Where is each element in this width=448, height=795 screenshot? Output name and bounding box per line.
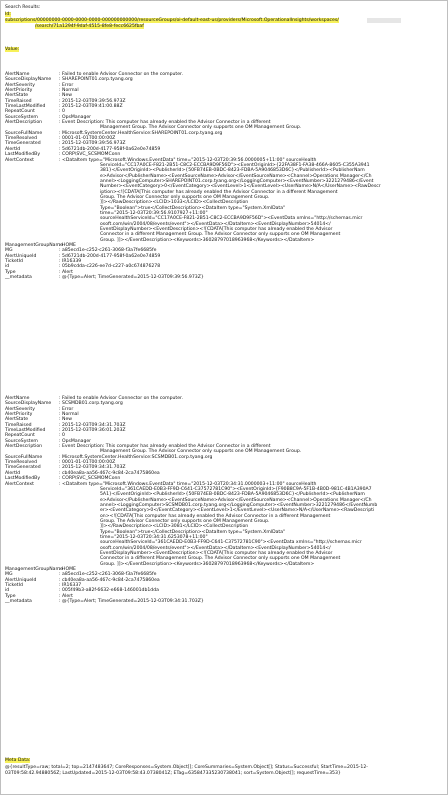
field-value: : Normal bbox=[59, 412, 79, 418]
field-key: MG bbox=[5, 572, 13, 578]
field-value-continuation: er><EventCategory>0</EventCategory><EventLevel>1</EventLevel><UserName>N/A</UserName><RawDescripti bbox=[100, 508, 375, 514]
redacted-block bbox=[367, 18, 401, 23]
field-value-continuation: EventDisplayNumber><EventDescription><![CDATA[This computer has already enabled the Advisor bbox=[100, 550, 333, 556]
alert-record-2 bbox=[5, 396, 377, 604]
field-value: : New bbox=[59, 417, 73, 423]
field-value-continuation: e>Advisor</PublisherName><EventSourceName>Advisor</EventSourceName><Channel>Operations Manager</Ch bbox=[100, 173, 372, 179]
field-value: : 2015-12-03T09:36:01.203Z bbox=[59, 428, 126, 434]
field-key: SourceFullName bbox=[5, 454, 43, 460]
field-key: AlertName bbox=[5, 396, 30, 401]
field-value: : Normal bbox=[59, 88, 79, 94]
field-value: : SHAREPOINT01.corp.tyang.org bbox=[59, 77, 133, 83]
field-value-continuation: 381}</EventOriginId><PublisherId>{50FB74EB-0BDC-8423-FDBA-5A9046853D6C}</PublisherId><PublisherNam bbox=[100, 168, 365, 174]
field-key: id bbox=[5, 588, 10, 594]
field-key: AlertName bbox=[5, 72, 30, 77]
field-value-continuation: Group. ]]></EventDescription><Keywords>36028797018963968</Keywords></DataItem> bbox=[100, 237, 315, 243]
field-key: RepeatCount bbox=[5, 109, 35, 115]
field-key: ManagementGroupName bbox=[5, 567, 63, 572]
field-value-continuation: time="2015-12-03T20:39:56.9107927+11:00" bbox=[100, 210, 208, 216]
field-value-continuation: Connector in a different Management Group. The Advisor Connector only supports one OM Management bbox=[100, 232, 341, 238]
field-value: : HOME bbox=[59, 567, 76, 572]
field-key: SourceSystem bbox=[5, 438, 38, 444]
field-key: TimeLastModified bbox=[5, 104, 46, 110]
field-value: : 5d6721db-200d-4177-958f-0a62e0e74859 bbox=[59, 253, 161, 259]
field-key: AlertId bbox=[5, 146, 21, 152]
meta-data-line-2: 03T09:58:42.9488056Z; LastUpdated=2015-12-03T09:58:43.0738041Z; ETag=635847335230738041; sort=System.Object[]; requestTime=353} bbox=[5, 771, 341, 776]
field-value: : 2015-12-03T09:41:00.88Z bbox=[59, 104, 123, 110]
field-value-continuation: time="2015-12-03T20:34:31.6253078+11:00" bbox=[100, 534, 208, 540]
field-value: : cb40ea8a-aa56-467c-9c84-2ca7475860ea bbox=[59, 577, 160, 583]
field-value: : OpsManager bbox=[59, 438, 92, 444]
field-key: AlertSeverity bbox=[5, 406, 35, 412]
field-value-continuation: ]]></RawDescription><LCID>3081</LCID><CollectDescription bbox=[100, 524, 249, 530]
field-key: AlertPriority bbox=[5, 88, 33, 94]
field-value-continuation: EventDisplayNumber><EventDescription><![CDATA[This computer has already enabled the Advisor bbox=[100, 226, 333, 232]
search-results-label: Search Results: bbox=[5, 5, 41, 10]
field-value: : 005f49b3-a82f-6632-e668-146001db1dda bbox=[59, 588, 159, 594]
field-value: : 2015-12-03T09:39:56.973Z bbox=[59, 141, 126, 147]
field-key: TicketId bbox=[5, 583, 23, 589]
field-value: : a85ecd1e-c252-c261-3068-f3a7fe6685fe bbox=[59, 572, 157, 578]
field-value: : Failed to enable Advisor Connector on the computer. bbox=[59, 72, 183, 77]
field-value: : New bbox=[59, 93, 73, 99]
field-value: : <DataItem type="Microsoft.Windows.EventData" time="2015-12-03T20:39:56.0000005+11:00" sourceHealth bbox=[59, 157, 317, 163]
field-key: RepeatCount bbox=[5, 433, 35, 439]
field-value: : Microsoft.SystemCenter.HealthService:SHAREPOINT01.corp.tyang.org bbox=[59, 130, 223, 136]
value-label: Value: bbox=[5, 47, 20, 52]
field-key: AlertDescription bbox=[5, 120, 43, 126]
field-key: AlertId bbox=[5, 470, 21, 476]
field-key: TimeGenerated bbox=[5, 141, 41, 147]
field-value-continuation: e>Advisor</PublisherName><EventSourceName>Advisor</EventSourceName><Channel>Operations Manager</Ch bbox=[100, 497, 372, 503]
field-value: : 05b9cdda-c226-ee7d-c227-a0c674876278 bbox=[59, 264, 161, 270]
field-key: __metadata bbox=[5, 599, 32, 605]
field-value-continuation: ]]></RawDescription><LCID>1033</LCID><CollectDescription bbox=[100, 200, 249, 206]
field-value: : Event Description: This computer has already enabled the Advisor Connector in a different bbox=[59, 444, 271, 450]
field-key: Type bbox=[5, 269, 16, 275]
field-value: : HOME bbox=[59, 243, 76, 248]
field-value: : 0001-01-01T00:00:00Z bbox=[59, 136, 116, 142]
field-value: : IR16337 bbox=[59, 583, 82, 589]
field-value: : Alert bbox=[59, 269, 73, 275]
field-value-continuation: Management Group. The Advisor Connector only supports one OM Management Group. bbox=[100, 125, 302, 131]
field-value: : @{Type=Alert; TimeGenerated=2015-12-03T09:39:56.973Z} bbox=[59, 275, 204, 281]
field-value-continuation: sourceHealthServiceId="361CAEDD-E0B3-FF9D-C641-C37572781C90"><EventData xmlns="http://schemas.micr bbox=[100, 540, 362, 546]
id-label: Id: bbox=[5, 12, 11, 17]
meta-data-line-1: @{resultType=raw; total=2; top=2147483647; CoreResponses=System.Object[]; CoreSummaries=System.Object[]; Status=Successful; StartTime=2015-12- bbox=[5, 765, 368, 770]
field-value-continuation: Number><EventCategory>0</EventCategory><EventLevel>1</EventLevel><UserName>N/A</UserName><RawDescr bbox=[100, 184, 381, 190]
field-key: AlertPriority bbox=[5, 412, 33, 418]
field-value: : SCSMDB01.corp.tyang.org bbox=[59, 401, 123, 407]
alert-record-1 bbox=[5, 72, 381, 280]
field-value-continuation: Group. ]]></EventDescription><Keywords>36028797018963968</Keywords></DataItem> bbox=[100, 561, 315, 567]
field-key: __metadata bbox=[5, 275, 32, 281]
field-value: : Error bbox=[59, 406, 74, 412]
field-key: id bbox=[5, 264, 10, 270]
field-value-continuation: osoft.com/win/2004/08/events/event"></EventData></DataItem><EventDisplayNumber>54014</ bbox=[100, 545, 331, 551]
field-key: AlertState bbox=[5, 93, 29, 99]
field-value-continuation: annel><LoggingComputer>SHAREPOINT01.corp.tyang.org</LoggingComputer><EventNumber>3221279486</Event bbox=[100, 178, 374, 184]
meta-data-label: Meta Data: bbox=[5, 758, 31, 763]
field-value: : Microsoft.SystemCenter.HealthService:SCSMDB01.corp.tyang.org bbox=[59, 454, 213, 460]
field-key: TimeRaised bbox=[5, 422, 32, 428]
field-key: SourceDisplayName bbox=[5, 401, 52, 407]
field-value: : Error bbox=[59, 82, 74, 88]
field-value: : 0 bbox=[59, 109, 65, 115]
field-value: : 5d6721db-200d-4177-958f-0a62e0e74859 bbox=[59, 146, 161, 152]
field-value: : 0001-01-01T00:00:00Z bbox=[59, 460, 116, 466]
alert-field-row bbox=[5, 275, 381, 280]
field-value: : CORP\SVC_SCSMOMConn bbox=[59, 476, 121, 482]
alert-field-row bbox=[5, 599, 377, 604]
field-key: ManagementGroupName bbox=[5, 243, 63, 248]
field-value-continuation: Management Group. The Advisor Connector only supports one OM Management Group. bbox=[100, 449, 302, 455]
field-value-continuation: Connector in a different Management Group. The Advisor Connector only supports one OM Management bbox=[100, 556, 341, 562]
field-value-continuation: iption><![CDATA[This computer has already enabled the Advisor Connector in a different Management bbox=[100, 189, 338, 195]
field-key: AlertUniqueId bbox=[5, 577, 37, 583]
field-value: : 0 bbox=[59, 433, 65, 439]
field-value-continuation: Group. The Advisor Connector only supports one OM Management Group. bbox=[100, 518, 270, 524]
field-key: TimeRaised bbox=[5, 98, 32, 104]
id-value-line-1: subscriptions/00000000-0000-0000-0000-000000000000/resourceGroups/oi-default-east-us/providers/Microsoft.OperationalInsights/workspaces/ bbox=[5, 18, 339, 23]
field-key: SourceSystem bbox=[5, 114, 38, 120]
field-key: TimeLastModified bbox=[5, 428, 46, 434]
field-value: : 2015-12-03T09:34:31.703Z bbox=[59, 422, 126, 428]
field-value-continuation: Type="Boolean">true</CollectDescription><DataItem type="System.XmlData" bbox=[100, 205, 286, 211]
field-value: : <DataItem type="Microsoft.Windows.EventData" time="2015-12-03T20:34:31.0000003+11:00" sourceHealth bbox=[59, 481, 317, 487]
field-key: LastModifiedBy bbox=[5, 476, 41, 482]
field-key: AlertContext bbox=[5, 157, 34, 163]
field-value: : cb40ea8a-aa56-467c-9c84-2ca7475860ea bbox=[59, 470, 160, 476]
field-key: TimeResolved bbox=[5, 460, 37, 466]
field-value: : Failed to enable Advisor Connector on the computer. bbox=[59, 396, 183, 401]
field-key: AlertUniqueId bbox=[5, 253, 37, 259]
field-value-continuation: Group. The Advisor Connector only supports one OM Management Group. bbox=[100, 194, 270, 200]
field-value: : @{Type=Alert; TimeGenerated=2015-12-03T09:34:31.703Z} bbox=[59, 599, 204, 605]
field-value-continuation: ServiceId="CC17A0CE-F821-2B51-C8C2-ECCBA9D9F56D"><EventOriginId>{22FA38F1-FA38-466A-8605-C355A3941 bbox=[100, 162, 370, 168]
field-key: LastModifiedBy bbox=[5, 152, 41, 158]
field-value: : a85ecd1e-c252-c261-3068-f3a7fe6685fe bbox=[59, 248, 157, 254]
field-value: : OpsManager bbox=[59, 114, 92, 120]
field-key: AlertSeverity bbox=[5, 82, 35, 88]
field-value-continuation: on><![CDATA[This computer has already enabled the Advisor Connector in a different Management bbox=[100, 513, 331, 519]
field-value-continuation: Type="Boolean">true</CollectDescription><DataItem type="System.XmlData" bbox=[100, 529, 286, 535]
field-key: SourceFullName bbox=[5, 130, 43, 136]
id-value-line-2: /search/71a1294f-9daf-4515-8fe8-fecc6625fbaf bbox=[35, 24, 144, 29]
field-value: : 2015-12-03T09:39:56.973Z bbox=[59, 98, 126, 104]
field-value-continuation: osoft.com/win/2004/08/events/event"></EventData></DataItem><EventDisplayNumber>54014</ bbox=[100, 221, 331, 227]
field-value: : Alert bbox=[59, 593, 73, 599]
field-key: TimeResolved bbox=[5, 136, 37, 142]
field-key: TicketId bbox=[5, 259, 23, 265]
field-value-continuation: ServiceId="361CAEDD-E0B3-FF9D-C641-C37572781C90"><EventOriginId>{F90B8C9A-5F1B-4B0D-981C-4B1A390A7 bbox=[100, 486, 372, 492]
field-key: SourceDisplayName bbox=[5, 77, 52, 83]
field-value-continuation: 5A1}</EventOriginId><PublisherId>{50FB74EB-0BDC-8423-FDBA-5A9046853D6C}</PublisherId><PublisherNam bbox=[100, 492, 365, 498]
field-value-continuation: annel><LoggingComputer>SCSMDB01.corp.tyang.org</LoggingComputer><EventNumber>3221279486</EventNumb bbox=[100, 502, 378, 508]
field-value: : IR16339 bbox=[59, 259, 82, 265]
field-key: AlertContext bbox=[5, 481, 34, 487]
field-key: AlertState bbox=[5, 417, 29, 423]
field-value-continuation: sourceHealthServiceId="CC17A0CE-F821-2B51-C8C2-ECCBA9D9F56D"><EventData xmlns="http://schemas.micr bbox=[100, 216, 363, 222]
field-value: : CORP\SVC_SCSMOMConn bbox=[59, 152, 121, 158]
field-key: Type bbox=[5, 593, 16, 599]
field-key: TimeGenerated bbox=[5, 465, 41, 471]
field-value: : 2015-12-03T09:34:31.703Z bbox=[59, 465, 126, 471]
field-key: AlertDescription bbox=[5, 444, 43, 450]
field-key: MG bbox=[5, 248, 13, 254]
field-value: : Event Description: This computer has already enabled the Advisor Connector in a different bbox=[59, 120, 271, 126]
